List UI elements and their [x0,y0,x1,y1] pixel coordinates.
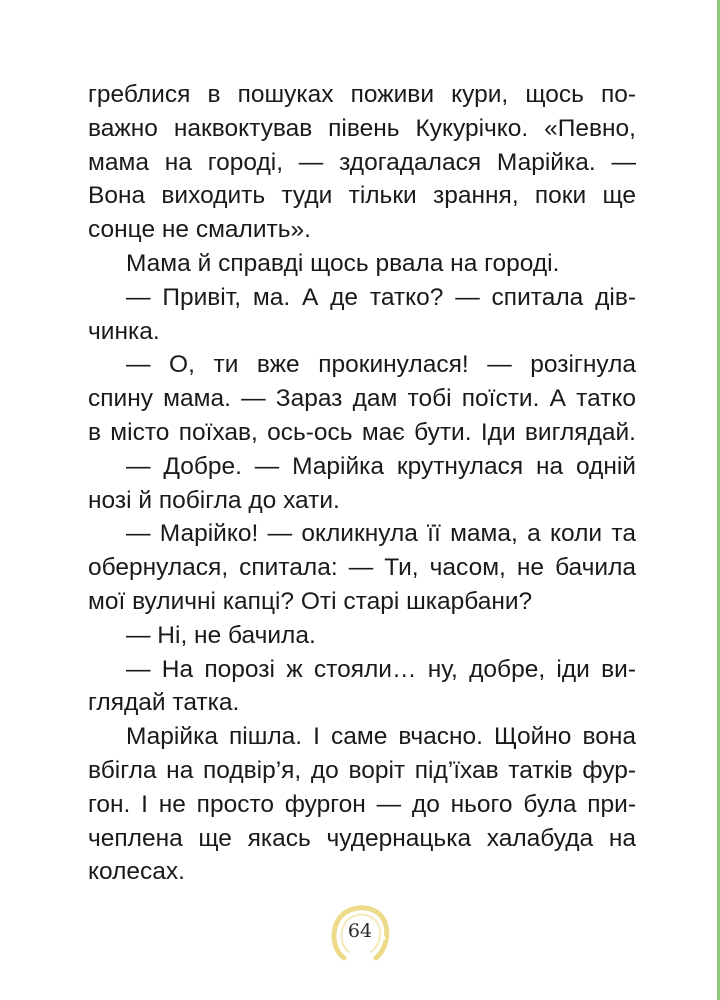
text-line: спину мама. — Зараз дам тобі поїсти. А татко [88,385,636,413]
text-line: Мама й справді щось рвала на городі. [126,249,560,277]
text-line: колесах. [88,858,185,886]
text-line: — Марійко! — окликнула її мама, а коли та [126,520,636,548]
text-line: — Привіт, ма. А де татко? — спитала дів- [126,283,636,311]
text-line: нозі й побігла до хати. [88,486,340,514]
text-line: Вона виходить туди тільки зрання, поки ще [88,182,636,210]
page-number: 64 [347,920,373,942]
text-line: глядай татка. [88,689,240,717]
text-line: вбігла на подвір’я, до воріт під’їхав татків фур- [88,756,636,784]
text-line: чеплена ще якась чудернацька халабуда на [88,824,636,852]
text-line: — На порозі ж стояли… ну, добре, іди ви- [126,655,636,683]
text-line: — Добре. — Марійка крутнулася на одній [126,452,636,480]
text-line: обернулася, спитала: — Ти, часом, не бачила [88,554,636,582]
text-line: важно наквоктував півень Кукурічко. «Певно, [88,114,636,142]
text-line: в місто поїхав, ось-ось має бути. Іди виглядай. [88,418,636,446]
text-line: чинка. [88,317,160,345]
text-line: Марійка пішла. І саме вчасно. Щойно вона [126,723,636,751]
text-line: — О, ти вже прокинулася! — розігнула [126,351,636,379]
text-line: — Ні, не бачила. [126,621,316,649]
text-line: мої вуличні капці? Оті старі шкарбани? [88,587,533,615]
page-number-block [324,902,396,966]
body-text [88,78,636,889]
text-line: гон. І не просто фургон — до нього була при- [88,790,636,818]
text-line: сонце не смалить». [88,216,311,244]
text-line: мама на городі, — здогадалася Марійка. — [88,148,636,176]
text-line: греблися в пошуках поживи кури, щось по- [88,81,636,108]
